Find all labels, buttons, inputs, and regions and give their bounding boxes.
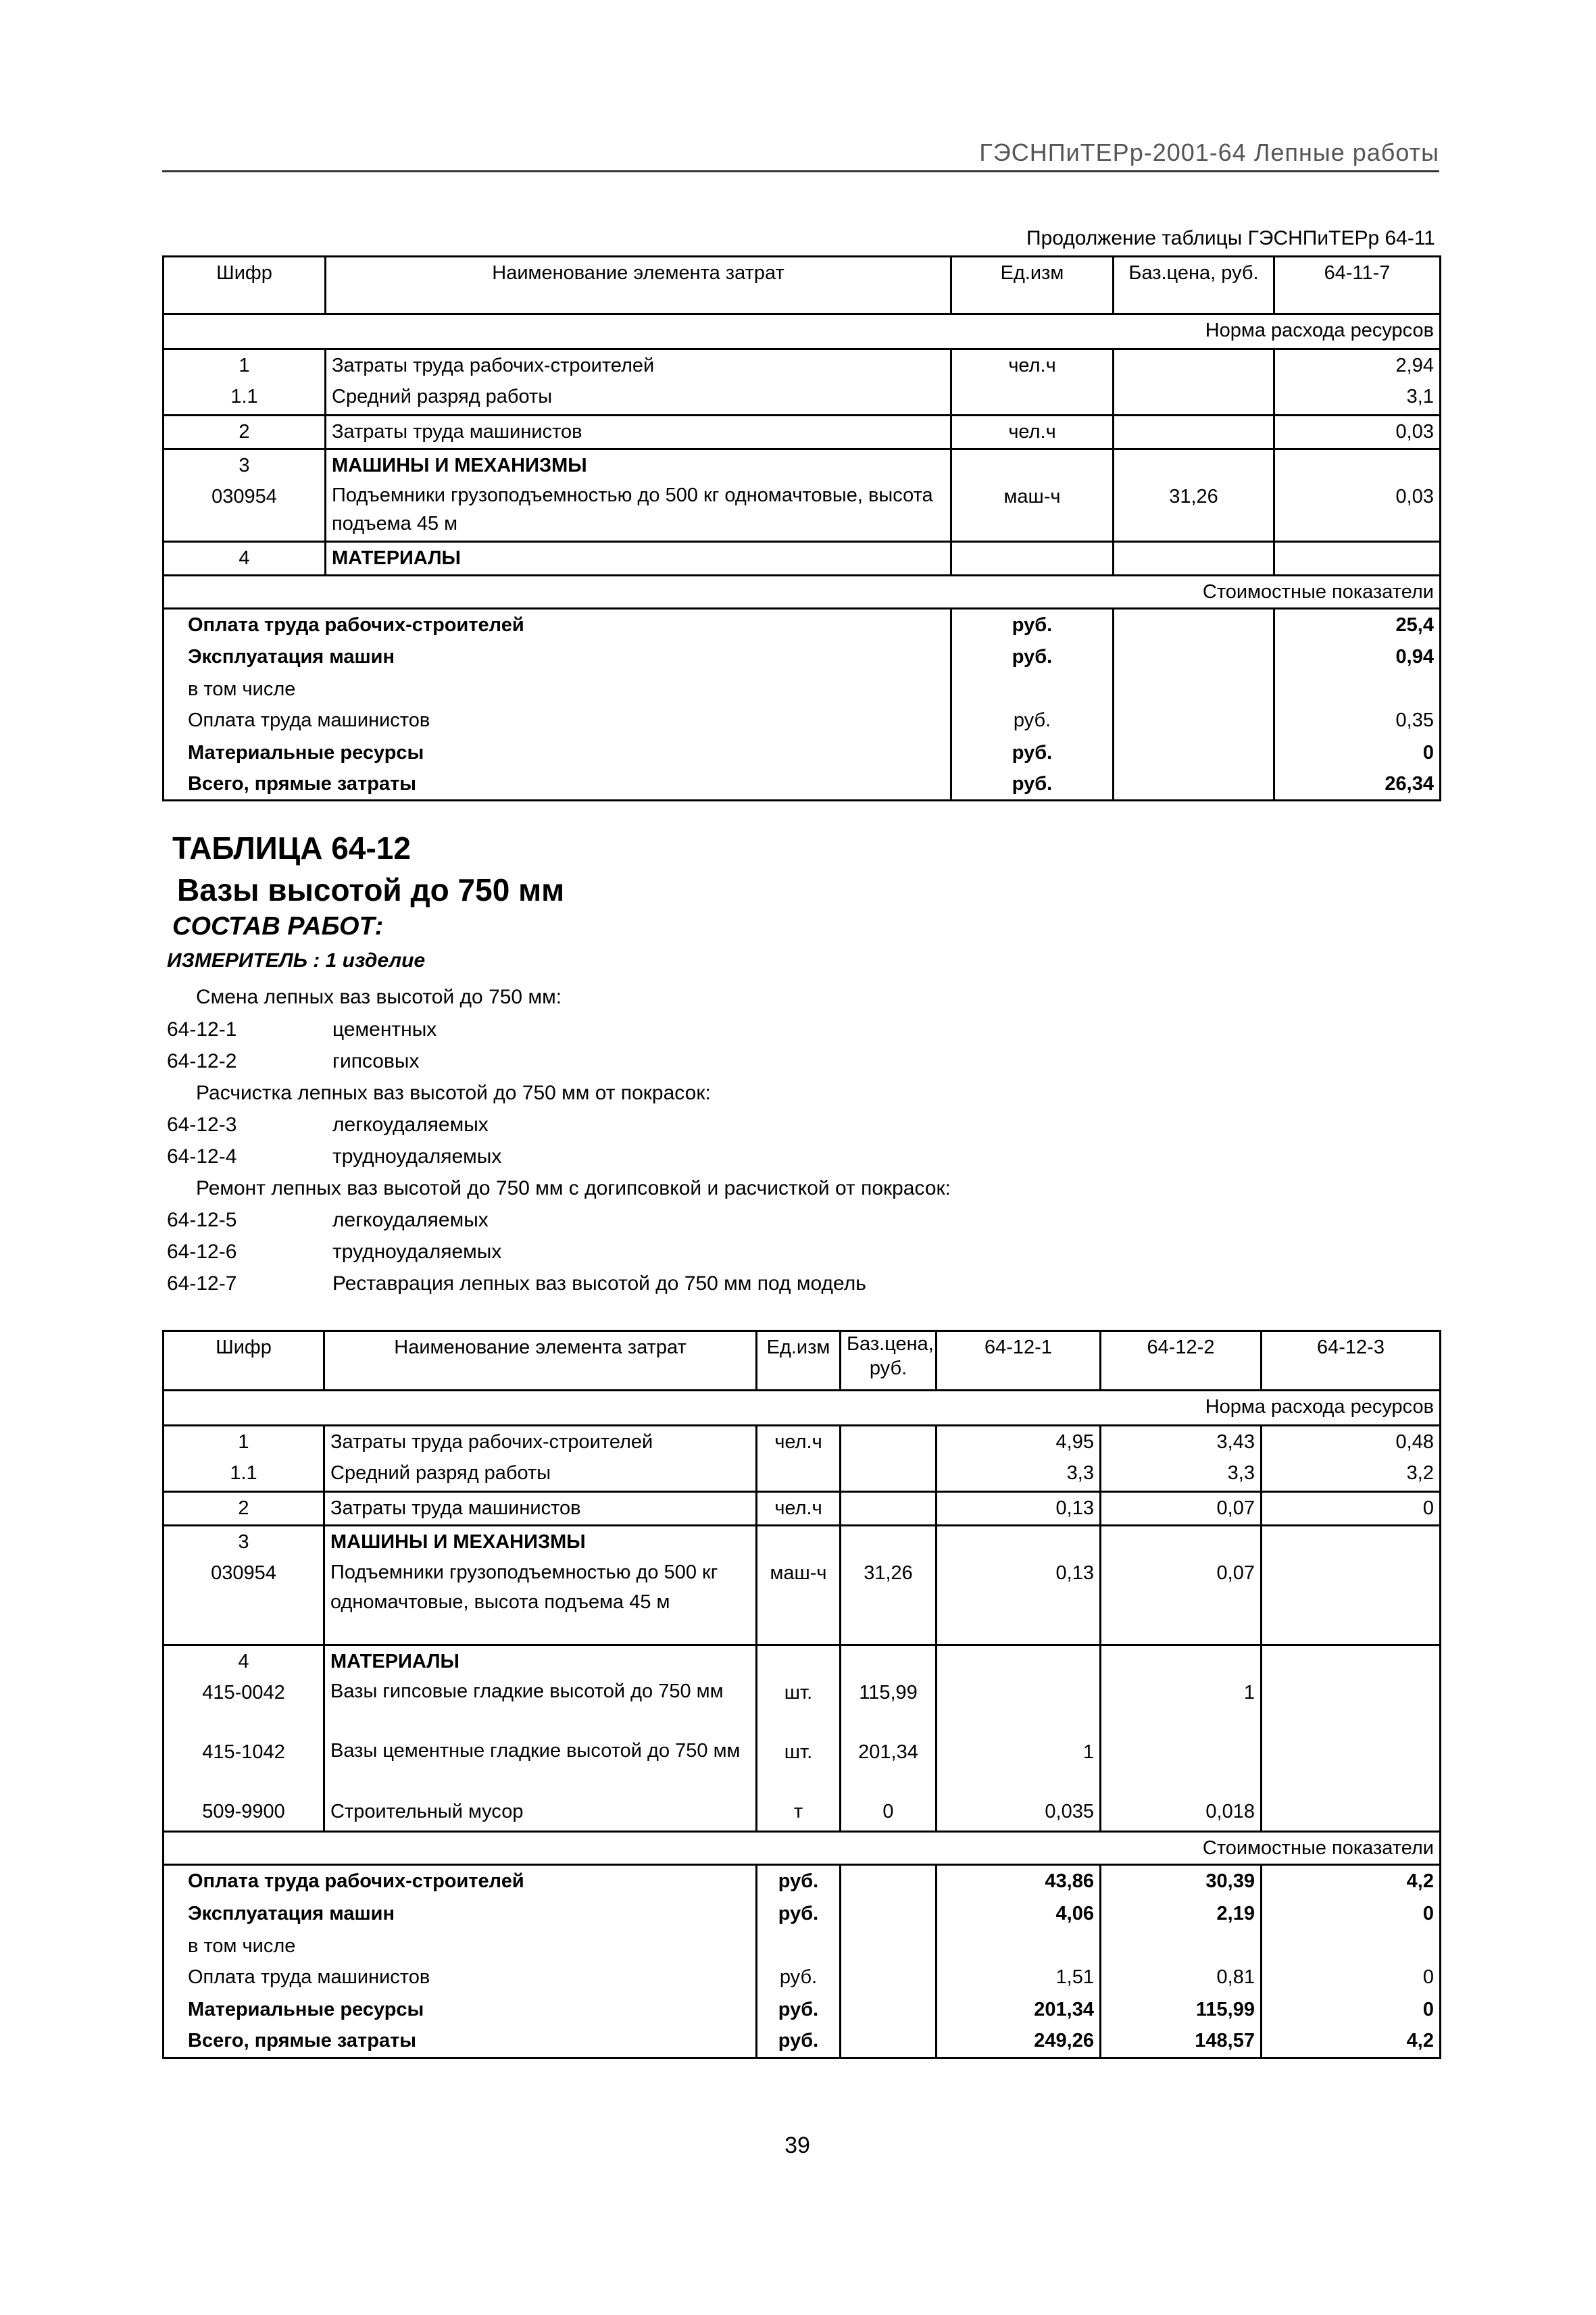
cost-value <box>1101 1931 1262 1962</box>
table-row <box>164 705 1441 737</box>
cost-value: 0 <box>1274 737 1441 768</box>
table-row <box>164 481 1441 542</box>
cost-value: 0 <box>1262 1962 1441 1994</box>
row-name: Средний разряд работы <box>326 381 951 415</box>
row-code: 509-9900 <box>164 1796 324 1831</box>
cost-label: Оплата труда машинистов <box>164 1962 757 1994</box>
cost-value: 25,4 <box>1274 609 1441 641</box>
cost-value: 2,19 <box>1101 1898 1262 1931</box>
cost-value: 0,81 <box>1101 1962 1262 1994</box>
table-row <box>164 415 1441 449</box>
row-value: 0,07 <box>1101 1558 1262 1645</box>
cost-unit <box>757 1931 841 1962</box>
row-price <box>1114 415 1274 449</box>
table-row <box>164 1491 1441 1525</box>
cost-label: Всего, прямые затраты <box>164 2025 757 2058</box>
cost-value <box>1262 1931 1441 1962</box>
t2-col-price: Баз.цена, руб. <box>841 1331 937 1391</box>
table-row <box>164 1645 1441 1678</box>
work-code: 64-12-1 <box>167 1018 237 1041</box>
row-name: Затраты труда рабочих-строителей <box>324 1426 757 1458</box>
cost-unit: руб. <box>757 1864 841 1898</box>
t2-norm-label: Норма расхода ресурсов <box>164 1391 1441 1426</box>
row-value <box>1101 1737 1262 1796</box>
row-unit <box>757 1525 841 1558</box>
work-code: 64-12-3 <box>167 1114 237 1136</box>
row-price <box>841 1426 937 1458</box>
table-row <box>164 674 1441 705</box>
table-row <box>164 1994 1441 2025</box>
row-value: 3,43 <box>1101 1426 1262 1458</box>
row-value <box>1262 1796 1441 1831</box>
table-row <box>164 1525 1441 1558</box>
cost-unit: руб. <box>951 705 1114 737</box>
work-heading: Смена лепных ваз высотой до 750 мм: <box>196 986 562 1008</box>
table-row <box>164 641 1441 674</box>
table-row <box>164 1426 1441 1458</box>
cost-label: Материальные ресурсы <box>164 1994 757 2025</box>
cost-value: 4,2 <box>1262 1864 1441 1898</box>
work-heading: Расчистка лепных ваз высотой до 750 мм от покрасок: <box>196 1082 711 1104</box>
table-row <box>164 1458 1441 1491</box>
cost-label: Эксплуатация машин <box>164 641 951 674</box>
row-value <box>1274 542 1441 576</box>
table-row <box>164 768 1441 801</box>
work-text: Реставрация лепных ваз высотой до 750 мм под модель <box>332 1272 866 1295</box>
row-code: 1 <box>164 1426 324 1458</box>
table-row <box>164 1864 1441 1898</box>
cost-value: 0,35 <box>1274 705 1441 737</box>
cost-label: Материальные ресурсы <box>164 737 951 768</box>
table-64-12 <box>162 1330 1441 2059</box>
row-unit: чел.ч <box>757 1426 841 1458</box>
t2-cost-label: Стоимостные показатели <box>164 1831 1441 1864</box>
row-code: 2 <box>164 415 326 449</box>
row-name: Вазы гипсовые гладкие высотой до 750 мм <box>324 1677 757 1737</box>
work-text: легкоудаляемых <box>332 1114 489 1136</box>
cost-value: 4,2 <box>1262 2025 1441 2058</box>
row-code: 030954 <box>164 1558 324 1645</box>
table-row <box>164 1962 1441 1994</box>
cost-value: 148,57 <box>1101 2025 1262 2058</box>
table-subtitle: Вазы высотой до 750 мм <box>177 872 565 907</box>
row-unit <box>757 1645 841 1678</box>
row-name: Затраты труда машинистов <box>324 1491 757 1525</box>
row-code: 4 <box>164 1645 324 1678</box>
cost-value: 43,86 <box>937 1864 1101 1898</box>
t1-col-name: Наименование элемента затрат <box>326 257 951 314</box>
cost-unit: руб. <box>757 1898 841 1931</box>
cost-label: в том числе <box>164 674 951 705</box>
table-row <box>164 449 1441 481</box>
row-value: 0,03 <box>1274 481 1441 542</box>
row-value: 0,07 <box>1101 1491 1262 1525</box>
row-code: 3 <box>164 1525 324 1558</box>
row-code: 3 <box>164 449 326 481</box>
work-text: гипсовых <box>332 1050 420 1072</box>
row-code: 2 <box>164 1491 324 1525</box>
table-row <box>164 1931 1441 1962</box>
t2-col-v2: 64-12-2 <box>1101 1331 1262 1391</box>
table-row <box>164 1558 1441 1645</box>
cost-unit: руб. <box>757 1994 841 2025</box>
row-code: 030954 <box>164 481 326 542</box>
cost-value: 30,39 <box>1101 1864 1262 1898</box>
composition-title: СОСТАВ РАБОТ: <box>172 912 384 941</box>
work-text: трудноудаляемых <box>332 1145 502 1168</box>
cost-value <box>937 1931 1101 1962</box>
row-price <box>841 1491 937 1525</box>
cost-unit: руб. <box>951 609 1114 641</box>
cost-label: Оплата труда рабочих-строителей <box>164 609 951 641</box>
row-name: Подъемники грузоподъемностью до 500 кг одномачтовые, высота подъема 45 м <box>326 481 951 542</box>
row-price <box>1114 349 1274 382</box>
cost-label: Оплата труда рабочих-строителей <box>164 1864 757 1898</box>
row-value: 0 <box>1262 1491 1441 1525</box>
row-value <box>937 1645 1101 1678</box>
row-price <box>1114 542 1274 576</box>
row-price: 31,26 <box>841 1558 937 1645</box>
cost-label: Всего, прямые затраты <box>164 768 951 801</box>
row-value <box>1262 1677 1441 1737</box>
t1-col-v1: 64-11-7 <box>1274 257 1441 314</box>
row-price <box>841 1458 937 1491</box>
row-unit: маш-ч <box>757 1558 841 1645</box>
cost-unit <box>951 674 1114 705</box>
row-name: МАТЕРИАЛЫ <box>324 1645 757 1678</box>
row-price <box>841 1645 937 1678</box>
row-value <box>1101 1525 1262 1558</box>
row-name: Затраты труда машинистов <box>326 415 951 449</box>
t2-col-unit: Ед.изм <box>757 1331 841 1391</box>
row-name: Средний разряд работы <box>324 1458 757 1491</box>
row-value: 0,13 <box>937 1558 1101 1645</box>
row-name: Строительный мусор <box>324 1796 757 1831</box>
row-value <box>937 1677 1101 1737</box>
row-value <box>1262 1558 1441 1645</box>
row-unit: чел.ч <box>757 1491 841 1525</box>
row-price: 115,99 <box>841 1677 937 1737</box>
cost-label: Эксплуатация машин <box>164 1898 757 1931</box>
cost-value: 0 <box>1262 1994 1441 2025</box>
page-number: 39 <box>784 2133 810 2158</box>
work-code: 64-12-6 <box>167 1241 237 1263</box>
row-name: МАШИНЫ И МЕХАНИЗМЫ <box>326 449 951 481</box>
row-unit <box>951 449 1114 481</box>
row-value <box>1274 449 1441 481</box>
row-unit: чел.ч <box>951 415 1114 449</box>
row-value: 4,95 <box>937 1426 1101 1458</box>
t1-col-price: Баз.цена, руб. <box>1114 257 1274 314</box>
row-value: 0,48 <box>1262 1426 1441 1458</box>
row-name: МАШИНЫ И МЕХАНИЗМЫ <box>324 1525 757 1558</box>
t2-col-name: Наименование элемента затрат <box>324 1331 757 1391</box>
cost-value: 249,26 <box>937 2025 1101 2058</box>
row-value <box>1101 1645 1262 1678</box>
row-name: Затраты труда рабочих-строителей <box>326 349 951 382</box>
row-code: 1 <box>164 349 326 382</box>
cost-value: 201,34 <box>937 1994 1101 2025</box>
row-unit <box>951 542 1114 576</box>
t2-col-v1: 64-12-1 <box>937 1331 1101 1391</box>
row-price: 0 <box>841 1796 937 1831</box>
t2-col-code: Шифр <box>164 1331 324 1391</box>
row-price <box>841 1525 937 1558</box>
row-value <box>937 1525 1101 1558</box>
row-value: 2,94 <box>1274 349 1441 382</box>
table-row <box>164 542 1441 576</box>
row-code: 1.1 <box>164 381 326 415</box>
measure-label: ИЗМЕРИТЕЛЬ : 1 изделие <box>167 949 426 972</box>
table-row <box>164 1737 1441 1796</box>
row-code: 4 <box>164 542 326 576</box>
cost-value: 0 <box>1262 1898 1441 1931</box>
row-code: 415-1042 <box>164 1737 324 1796</box>
row-name: Вазы цементные гладкие высотой до 750 мм <box>324 1737 757 1796</box>
cost-value: 1,51 <box>937 1962 1101 1994</box>
row-value: 3,3 <box>1101 1458 1262 1491</box>
row-value: 1 <box>937 1737 1101 1796</box>
row-value: 1 <box>1101 1677 1262 1737</box>
row-value: 0,03 <box>1274 415 1441 449</box>
work-text: цементных <box>332 1018 437 1041</box>
t1-col-unit: Ед.изм <box>951 257 1114 314</box>
work-heading: Ремонт лепных ваз высотой до 750 мм с догипсовкой и расчисткой от покрасок: <box>196 1177 951 1199</box>
header-rule <box>162 170 1439 172</box>
t2-col-v3: 64-12-3 <box>1262 1331 1441 1391</box>
row-unit: шт. <box>757 1737 841 1796</box>
row-unit: шт. <box>757 1677 841 1737</box>
table-row <box>164 2025 1441 2058</box>
cost-unit: руб. <box>951 737 1114 768</box>
table-row <box>164 1898 1441 1931</box>
row-unit: маш-ч <box>951 481 1114 542</box>
cost-unit: руб. <box>757 1962 841 1994</box>
row-unit <box>757 1458 841 1491</box>
cost-unit: руб. <box>757 2025 841 2058</box>
row-unit: т <box>757 1796 841 1831</box>
table-title: ТАБЛИЦА 64-12 <box>172 830 411 866</box>
table-row <box>164 349 1441 382</box>
work-code: 64-12-4 <box>167 1145 237 1168</box>
row-name: МАТЕРИАЛЫ <box>326 542 951 576</box>
row-unit: чел.ч <box>951 349 1114 382</box>
table-row <box>164 381 1441 415</box>
row-code: 415-0042 <box>164 1677 324 1737</box>
row-value: 3,2 <box>1262 1458 1441 1491</box>
row-value <box>1262 1525 1441 1558</box>
work-code: 64-12-2 <box>167 1050 237 1072</box>
cost-value: 4,06 <box>937 1898 1101 1931</box>
cost-value: 0,94 <box>1274 641 1441 674</box>
table-64-11 <box>162 255 1441 801</box>
row-value: 0,018 <box>1101 1796 1262 1831</box>
work-text: трудноудаляемых <box>332 1241 502 1263</box>
row-value: 0,035 <box>937 1796 1101 1831</box>
running-title: ГЭСНПиТЕРр-2001-64 Лепные работы <box>979 139 1439 166</box>
row-price: 31,26 <box>1114 481 1274 542</box>
table-row <box>164 1796 1441 1831</box>
cost-label: Оплата труда машинистов <box>164 705 951 737</box>
row-value <box>1262 1737 1441 1796</box>
cost-value: 26,34 <box>1274 768 1441 801</box>
table-row <box>164 609 1441 641</box>
row-value: 3,1 <box>1274 381 1441 415</box>
row-unit <box>951 381 1114 415</box>
t1-col-code: Шифр <box>164 257 326 314</box>
cost-value <box>1274 674 1441 705</box>
cost-unit: руб. <box>951 768 1114 801</box>
work-code: 64-12-5 <box>167 1209 237 1231</box>
work-text: легкоудаляемых <box>332 1209 489 1231</box>
cost-value: 115,99 <box>1101 1994 1262 2025</box>
row-price: 201,34 <box>841 1737 937 1796</box>
row-code: 1.1 <box>164 1458 324 1491</box>
row-value <box>1262 1645 1441 1678</box>
table-row <box>164 1677 1441 1737</box>
t1-norm-label: Норма расхода ресурсов <box>164 314 1441 349</box>
t1-cost-label: Стоимостные показатели <box>164 576 1441 609</box>
row-price <box>1114 381 1274 415</box>
row-name: Подъемники грузоподъемностью до 500 кг одномачтовые, высота подъема 45 м <box>324 1558 757 1645</box>
work-code: 64-12-7 <box>167 1272 237 1295</box>
cost-unit: руб. <box>951 641 1114 674</box>
cost-label: в том числе <box>164 1931 757 1962</box>
table-row <box>164 737 1441 768</box>
row-price <box>1114 449 1274 481</box>
continuation-caption: Продолжение таблицы ГЭСНПиТЕРр 64-11 <box>1026 227 1435 249</box>
row-value: 0,13 <box>937 1491 1101 1525</box>
row-value: 3,3 <box>937 1458 1101 1491</box>
